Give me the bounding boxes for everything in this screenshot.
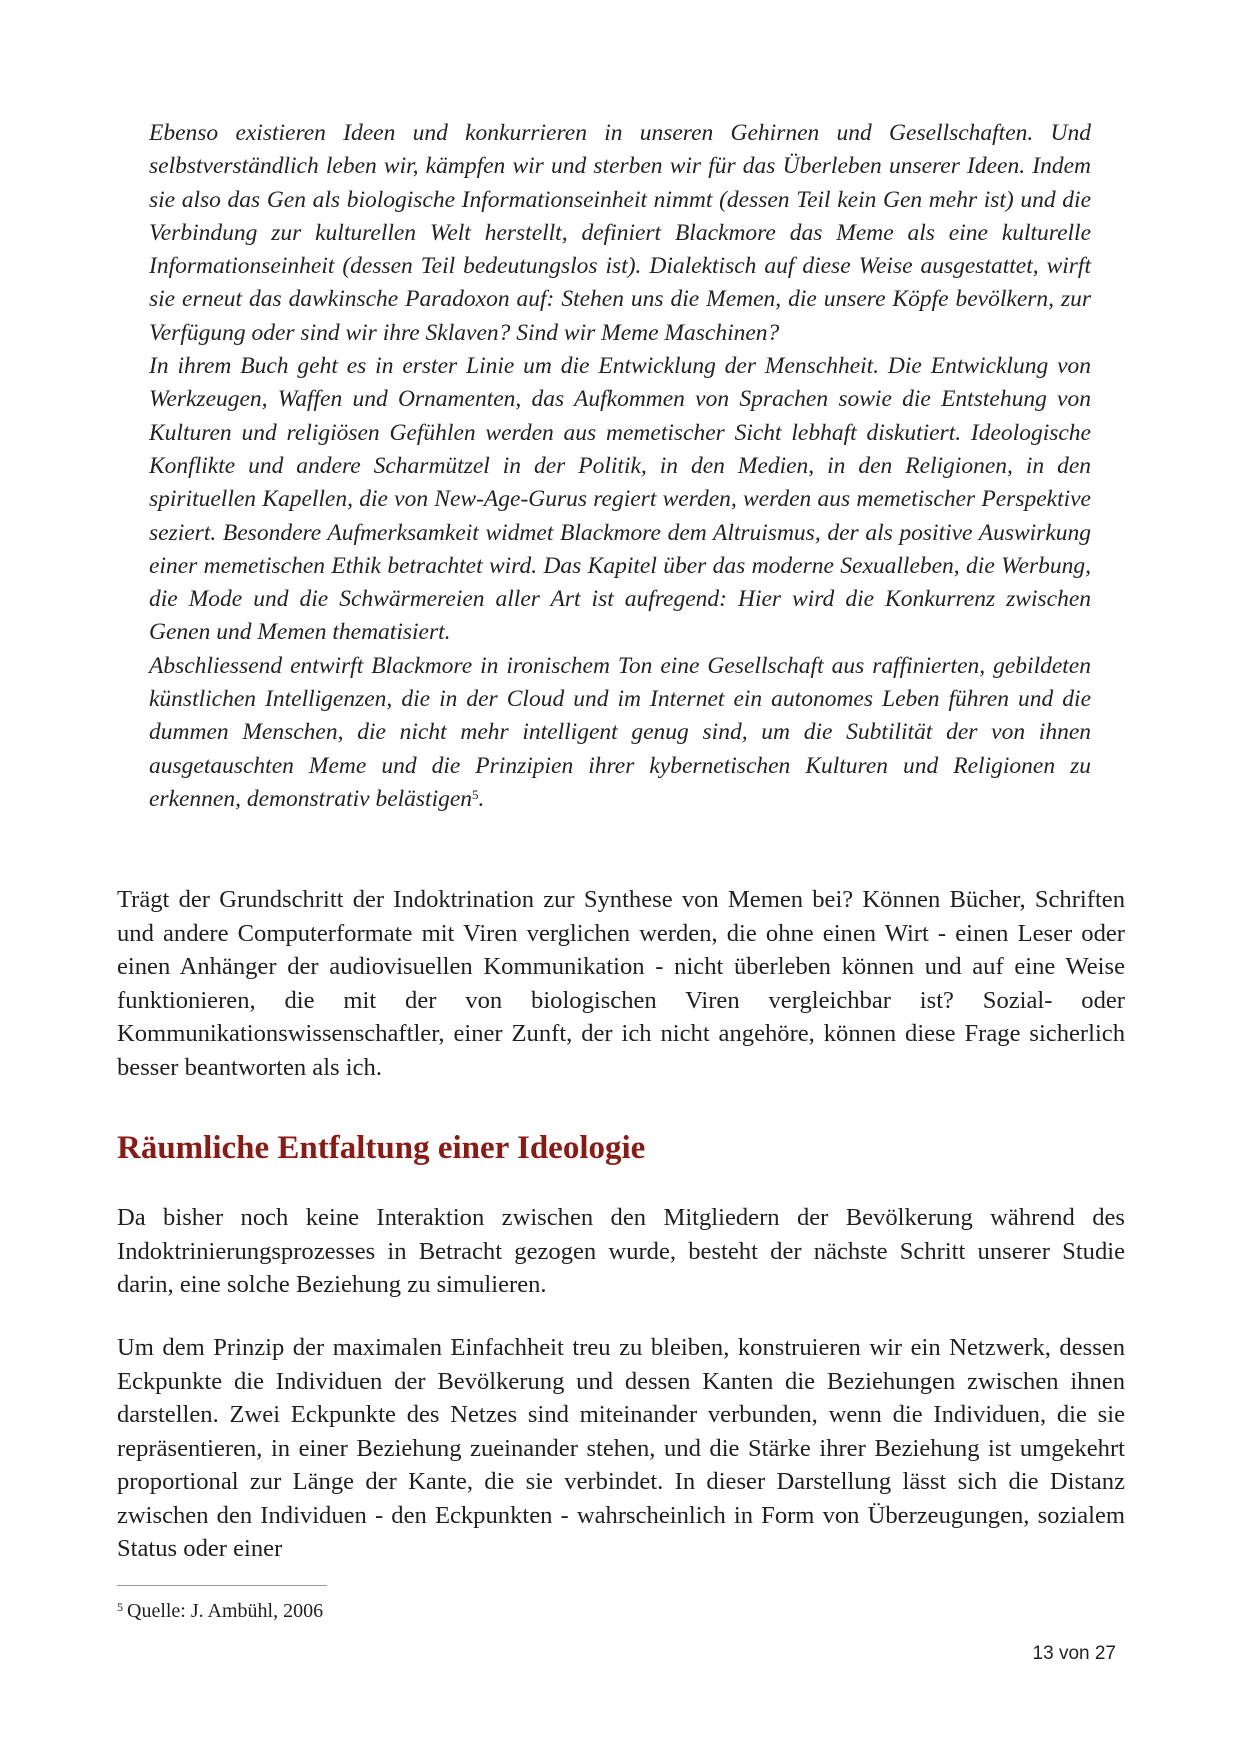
- quote-paragraph: In ihrem Buch geht es in erster Linie um die Entwicklung der Menschheit. Die Entwicklung von Werkzeugen, Waffen und Ornamenten, das Aufkommen von Sprachen sowie die Entstehung von Kulturen und religiösen Gefühlen werden aus memetischer Sicht lebhaft diskutiert. Ideologische Konflikte und andere Scharmützel in der Politik, in den Medien, in den Religionen, in den spirituellen Kapellen, die von New-Age-Gurus regiert werden, werden aus memetischer Perspektive seziert. Besondere Aufmerksamkeit widmet Blackmore dem Altruismus, der als positive Auswirkung einer memetischen Ethik betrachtet wird. Das Kapitel über das moderne Sexualleben, die Werbung, die Mode und die Schwärmereien aller Art ist aufregend: Hier wird die Konkurrenz zwischen Genen und Memen thematisiert.: [149, 353, 1091, 646]
- section-heading: Räumliche Entfaltung einer Ideologie: [117, 1130, 646, 1166]
- footnote-text: Quelle: J. Ambühl, 2006: [127, 1600, 324, 1622]
- footnote: [117, 1598, 323, 1624]
- quote-paragraph: Ebenso existieren Ideen und konkurrieren in unseren Gehirnen und Gesellschaften. Und selbstverständlich leben wir, kämpfen wir und sterben wir für das Überleben unserer Ideen. Indem sie also das Gen als biologische Informationseinheit nimmt (dessen Teil kein Gen mehr ist) und die Verbindung zur kulturellen Welt herstellt, definiert Blackmore das Meme als eine kulturelle Informationseinheit (dessen Teil bedeutungslos ist). Dialektisch auf diese Weise ausgestattet, wirft sie erneut das dawkinsche Paradoxon auf: Stehen uns die Memen, die unsere Köpfe bevölkern, zur Verfügung oder sind wir ihre Sklaven? Sind wir Meme Maschinen?: [149, 120, 1091, 346]
- block-quote: [149, 117, 1091, 816]
- quote-paragraph-end: .: [478, 785, 485, 812]
- quote-paragraph-last: [149, 650, 1091, 816]
- body-paragraph: Trägt der Grundschritt der Indoktrination zur Synthese von Memen bei? Können Bücher, Schriften und andere Computerformate mit Viren verglichen werden, die ohne einen Wirt - einen Leser oder einen Anhänger der audiovisuellen Kommunikation - nicht überleben können und auf eine Weise funktionieren, die mit der von biologischen Viren vergleichbar ist? Sozial- oder Kommunikationswissenschaftler, einer Zunft, der ich nicht angehöre, können diese Frage sicherlich besser beantworten als ich.: [117, 886, 1125, 1081]
- footnote-divider: [117, 1585, 327, 1586]
- quote-paragraph-text: Abschliessend entwirft Blackmore in ironischem Ton eine Gesellschaft aus raffinierten, gebildeten künstlichen Intelligenzen, die in der Cloud und im Internet ein autonomes Leben führen und die dummen Menschen, die nicht mehr intelligent genug sind, um die Subtilität der von ihnen ausgetauschten Meme und die Prinzipien ihrer kybernetischen Kulturen und Religionen zu erkennen, demonstrativ belästigen: [149, 652, 1091, 812]
- footnote-number: 5: [117, 1600, 123, 1614]
- body-paragraph: Um dem Prinzip der maximalen Einfachheit treu zu bleiben, konstruieren wir ein Netzwerk, dessen Eckpunkte die Individuen der Bevölkerung und dessen Kanten die Beziehungen zwischen ihnen darstellen. Zwei Eckpunkte des Netzes sind miteinander verbunden, wenn die Individuen, die sie repräsentieren, in einer Beziehung zueinander stehen, und die Stärke ihrer Beziehung ist umgekehrt proportional zur Länge der Kante, die sie verbindet. In dieser Darstellung lässt sich die Distanz zwischen den Individuen - den Eckpunkten - wahrscheinlich in Form von Überzeugungen, sozialem Status oder einer: [117, 1334, 1125, 1562]
- body-paragraph: Da bisher noch keine Interaktion zwischen den Mitgliedern der Bevölkerung während des Indoktrinierungsprozesses in Betracht gezogen wurde, besteht der nächste Schritt unserer Studie darin, eine solche Beziehung zu simulieren.: [117, 1204, 1125, 1298]
- page-number: 13 von 27: [1032, 1643, 1116, 1664]
- footnote-reference[interactable]: 5: [472, 786, 479, 802]
